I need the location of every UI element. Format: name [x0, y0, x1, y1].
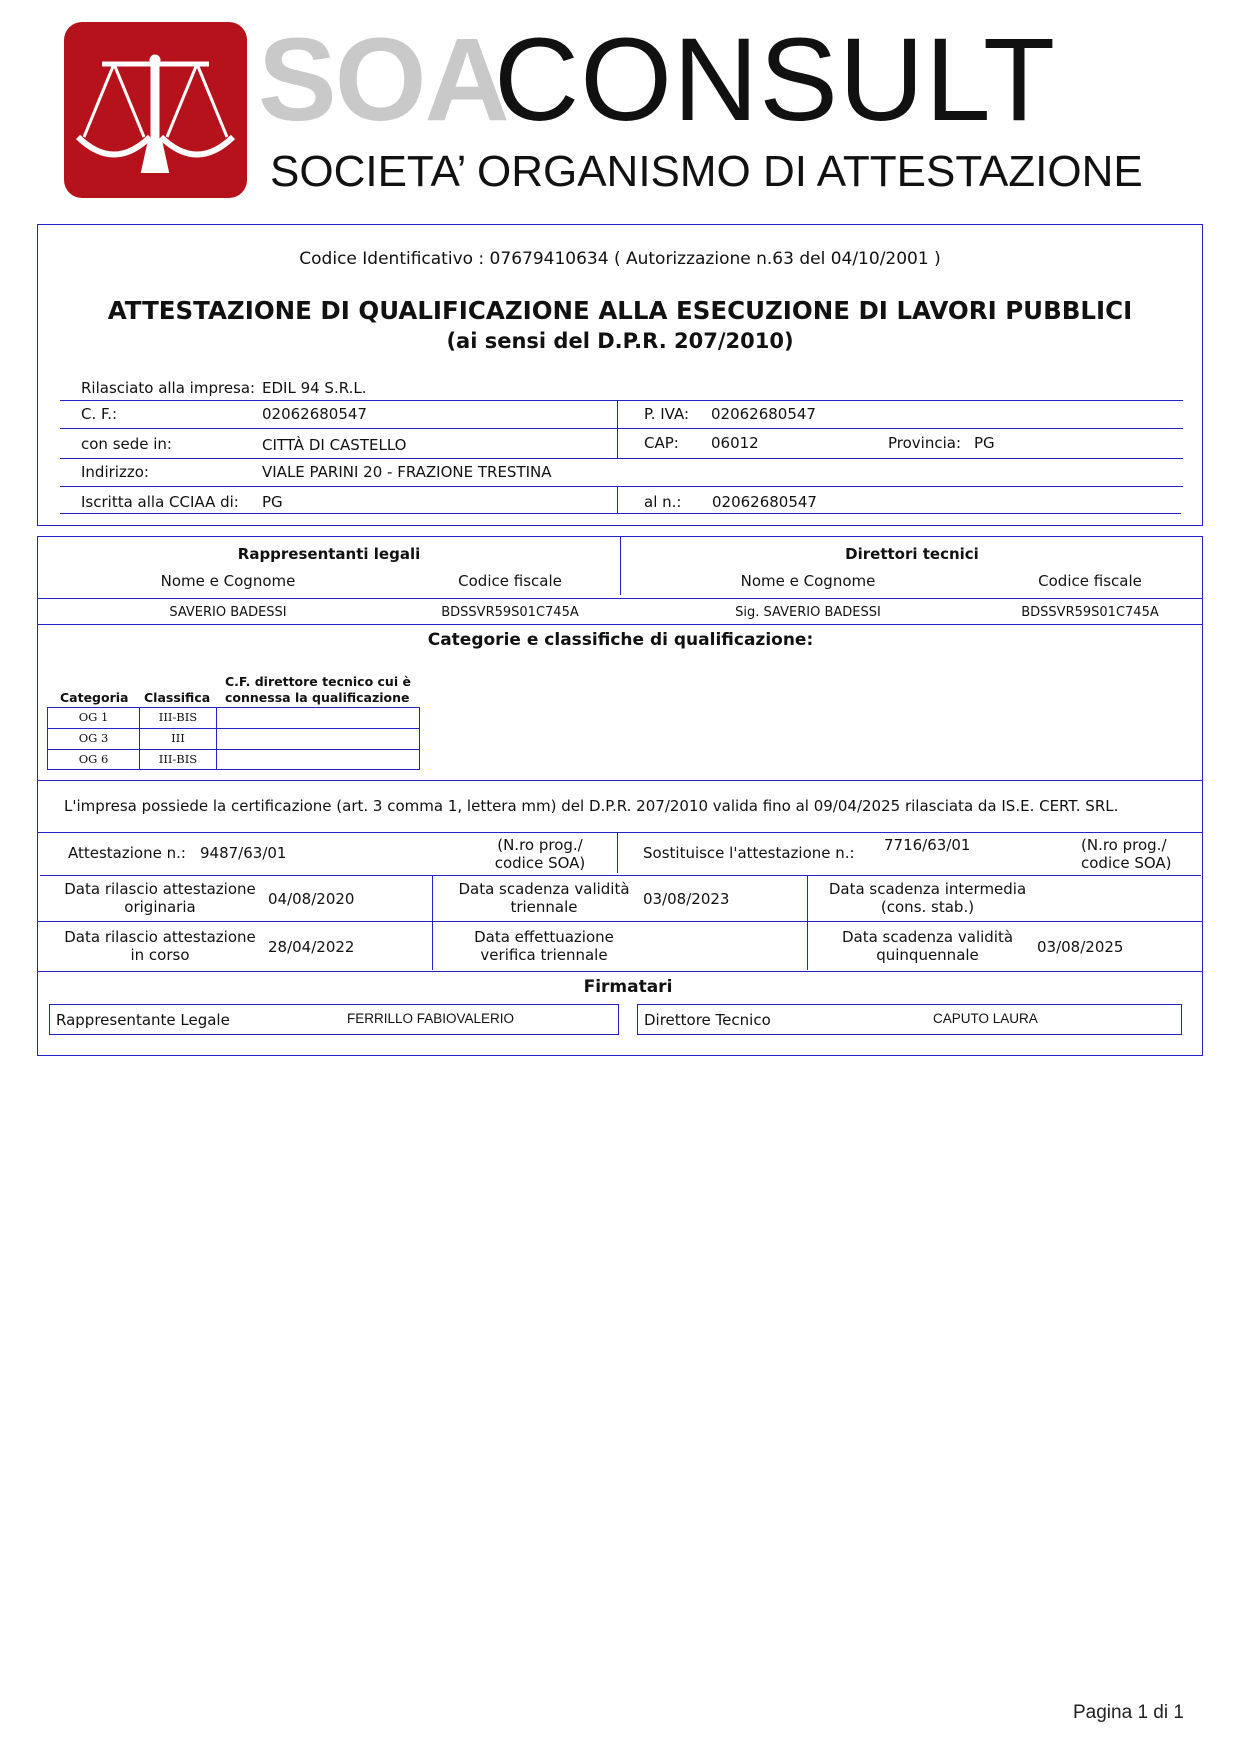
legal-name-header: Nome e Cognome: [160, 572, 296, 590]
ver-label-2: verifica triennale: [480, 946, 608, 964]
identification-code: Codice Identificativo : 07679410634 ( Autorizzazione n.63 del 04/10/2001 ): [299, 249, 941, 269]
signatories-title: Firmatari: [583, 977, 673, 997]
replaces-value: 7716/63/01: [884, 836, 971, 854]
legal-signatory-label: Rappresentante Legale: [56, 1011, 230, 1029]
col-categoria-header: Categoria: [60, 690, 129, 705]
tech-cf-header: Codice fiscale: [1038, 572, 1142, 590]
tech-dir-cf: BDSSVR59S01C745A: [1021, 605, 1159, 620]
table-row: OG 6: [78, 752, 109, 766]
col-classifica-header: Classifica: [144, 690, 211, 705]
table-row: OG 1: [78, 710, 109, 724]
tech-signatory-value: CAPUTO LAURA: [933, 1011, 1038, 1026]
sede-label: con sede in:: [81, 435, 172, 453]
quin-label-1: Data scadenza validità: [841, 928, 1014, 946]
legal-cf-header: Codice fiscale: [458, 572, 562, 590]
provincia-value: PG: [974, 434, 995, 452]
table-row: III: [171, 731, 185, 745]
cap-label: CAP:: [644, 434, 679, 452]
tri-label-2: triennale: [510, 898, 578, 916]
cf-value: 02062680547: [262, 405, 367, 423]
address-value: VIALE PARINI 20 - FRAZIONE TRESTINA: [262, 463, 552, 481]
prog-note-3: (N.ro prog./: [1081, 836, 1167, 854]
logo-consult-text: CONSULT: [494, 14, 1057, 146]
orig-value: 04/08/2020: [268, 890, 355, 908]
provincia-label: Provincia:: [888, 434, 962, 452]
attestation-number-value: 9487/63/01: [200, 844, 287, 862]
cciaa-label: Iscritta alla CCIAA di:: [81, 493, 239, 511]
piva-label: P. IVA:: [644, 405, 690, 423]
cur-label-2: in corso: [130, 946, 190, 964]
address-label: Indirizzo:: [81, 463, 149, 481]
cciaa-value: PG: [262, 493, 283, 511]
logo-subtitle: SOCIETA’ ORGANISMO DI ATTESTAZIONE: [270, 147, 1143, 196]
certification-text: L'impresa possiede la certificazione (art. 3 comma 1, lettera mm) del D.P.R. 207/2010 valida fino al 09/04/2025 rilasciata da IS.E. CERT. SRL.: [64, 797, 1119, 815]
logo-soa-text: SOA: [258, 14, 508, 146]
legal-rep-name: SAVERIO BADESSI: [169, 605, 287, 620]
tri-label-1: Data scadenza validità: [458, 880, 630, 898]
legal-rep-cf: BDSSVR59S01C745A: [441, 605, 579, 620]
legal-signatory-value: FERRILLO FABIOVALERIO: [347, 1011, 515, 1026]
tech-signatory-label: Direttore Tecnico: [644, 1011, 771, 1029]
scales-of-justice-icon: [64, 22, 247, 198]
tech-name-header: Nome e Cognome: [740, 572, 876, 590]
col-cf-header-1: C.F. direttore tecnico cui è: [225, 674, 411, 689]
prog-note-2: codice SOA): [494, 854, 586, 872]
aln-value: 02062680547: [712, 493, 817, 511]
cf-label: C. F.:: [81, 405, 118, 423]
quin-label-2: quinquennale: [876, 946, 979, 964]
orig-label-1: Data rilascio attestazione: [64, 880, 256, 898]
tri-value: 03/08/2023: [643, 890, 730, 908]
issued-label: Rilasciato alla impresa:: [81, 379, 256, 397]
piva-value: 02062680547: [711, 405, 816, 423]
col-cf-header-2: connessa la qualificazione: [225, 690, 410, 705]
legal-reps-title: Rappresentanti legali: [237, 545, 421, 563]
replaces-label: Sostituisce l'attestazione n.:: [643, 844, 855, 862]
prog-note-1: (N.ro prog./: [497, 836, 583, 854]
table-row: OG 3: [78, 731, 109, 745]
ver-label-1: Data effettuazione: [474, 928, 614, 946]
attestation-number-label: Attestazione n.:: [68, 844, 186, 862]
int-label-1: Data scadenza intermedia: [828, 880, 1027, 898]
cap-value: 06012: [711, 434, 759, 452]
logo: [62, 14, 1187, 202]
page-number: Pagina 1 di 1: [1073, 1702, 1184, 1723]
issued-value: EDIL 94 S.R.L.: [262, 379, 367, 397]
sede-value: CITTÀ DI CASTELLO: [262, 436, 407, 454]
table-row: III-BIS: [158, 710, 198, 724]
tech-dir-name: Sig. SAVERIO BADESSI: [735, 605, 881, 620]
cur-value: 28/04/2022: [268, 938, 355, 956]
prog-note-4: codice SOA): [1081, 854, 1172, 872]
page-title: ATTESTAZIONE DI QUALIFICAZIONE ALLA ESECUZIONE DI LAVORI PUBBLICI: [107, 296, 1133, 325]
int-label-2: (cons. stab.): [880, 898, 975, 916]
orig-label-2: originaria: [124, 898, 196, 916]
aln-label: al n.:: [644, 493, 682, 511]
tech-directors-title: Direttori tecnici: [845, 545, 979, 563]
company-box: [37, 224, 1203, 526]
categories-title: Categorie e classifiche di qualificazione:: [427, 630, 814, 650]
page-subtitle: (ai sensi del D.P.R. 207/2010): [446, 329, 794, 353]
quin-value: 03/08/2025: [1037, 938, 1124, 956]
cur-label-1: Data rilascio attestazione: [64, 928, 256, 946]
table-row: III-BIS: [158, 752, 198, 766]
